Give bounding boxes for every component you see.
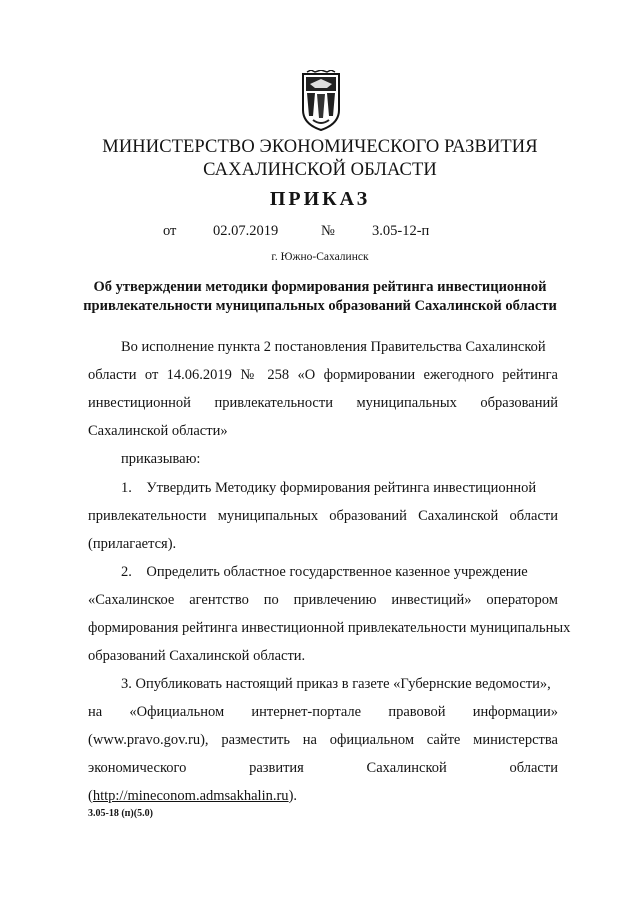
item2-word: по [263,592,279,608]
item1-line1: 1. Утвердить Методику формирования рейтинга инвестиционной [121,480,537,496]
item3-line2 [88,703,558,721]
item3-word: развития [249,760,304,776]
item1-line2: привлекательности муниципальных образований Сахалинской области [88,508,558,524]
item2-word: оператором [486,592,558,608]
order-title: ПРИКАЗ [269,188,371,210]
link-close-paren: ). [288,788,298,804]
preamble-line2: области от 14.06.2019 № 258 «О формировании ежегодного рейтинга [88,367,558,383]
sakhalin-coat-of-arms-icon [301,70,341,132]
item3-line5 [88,787,297,805]
item2-word: «Сахалинское [88,592,175,608]
ministry-name-line1: МИНИСТЕРСТВО ЭКОНОМИЧЕСКОГО РАЗВИТИЯ [102,137,538,157]
order-word: приказываю: [121,451,201,467]
item2-word: агентство [189,592,249,608]
preamble-word: инвестиционной [88,395,191,411]
order-subject-line1: Об утверждении методики формирования рейтинга инвестиционной [93,279,547,295]
item2-line2 [88,591,558,609]
document-code: 3.05-18 (п)(5.0) [88,808,153,819]
order-number: 3.05-12-п [372,223,430,239]
order-date: 02.07.2019 [213,223,279,239]
date-label: от [163,223,177,239]
order-subject-line2: привлекательности муниципальных образований Сахалинской области [83,298,557,314]
item3-word: «Официальном [129,704,225,720]
item3-word: разместить [221,732,290,748]
preamble-word: привлекательности [214,395,333,411]
item3-word: сайте [426,732,461,748]
item3-word: на [88,704,103,720]
item3-line4 [88,759,558,777]
item2-line3: формирования рейтинга инвестиционной привлекательности муниципальных [88,620,571,636]
item3-word: Сахалинской [366,760,447,776]
item3-word: официальном [329,732,414,748]
number-sign: № [321,223,335,239]
preamble-line3 [88,394,558,412]
item3-word: министерства [473,732,558,748]
item3-word: правовой [388,704,446,720]
ministry-name-line2: САХАЛИНСКОЙ ОБЛАСТИ [203,160,437,180]
preamble-word: муниципальных [356,395,457,411]
item2-line1: 2. Определить областное государственное казенное учреждение [121,564,528,580]
item3-word: (www.pravo.gov.ru), [88,732,209,748]
item3-line1: 3. Опубликовать настоящий приказ в газете «Губернские ведомости», [121,676,551,692]
item3-word: на [302,732,317,748]
item3-word: информации» [472,704,558,720]
city-label: г. Южно-Сахалинск [271,251,369,263]
item3-line3 [88,731,558,749]
item1-line3: (прилагается). [88,536,177,552]
preamble-line4: Сахалинской области» [88,423,228,439]
item3-word: интернет-портале [251,704,362,720]
item3-word: области [509,760,558,776]
preamble-word: образований [480,395,558,411]
item2-line4: образований Сахалинской области. [88,648,306,664]
item3-word: экономического [88,760,187,776]
item2-word: привлечению [293,592,377,608]
preamble-line1: Во исполнение пункта 2 постановления Правительства Сахалинской [121,339,546,355]
link-open-paren: ( [88,788,93,804]
item2-word: инвестиций» [391,592,472,608]
ministry-website-link[interactable]: http://mineconom.admsakhalin.ru [92,788,289,804]
